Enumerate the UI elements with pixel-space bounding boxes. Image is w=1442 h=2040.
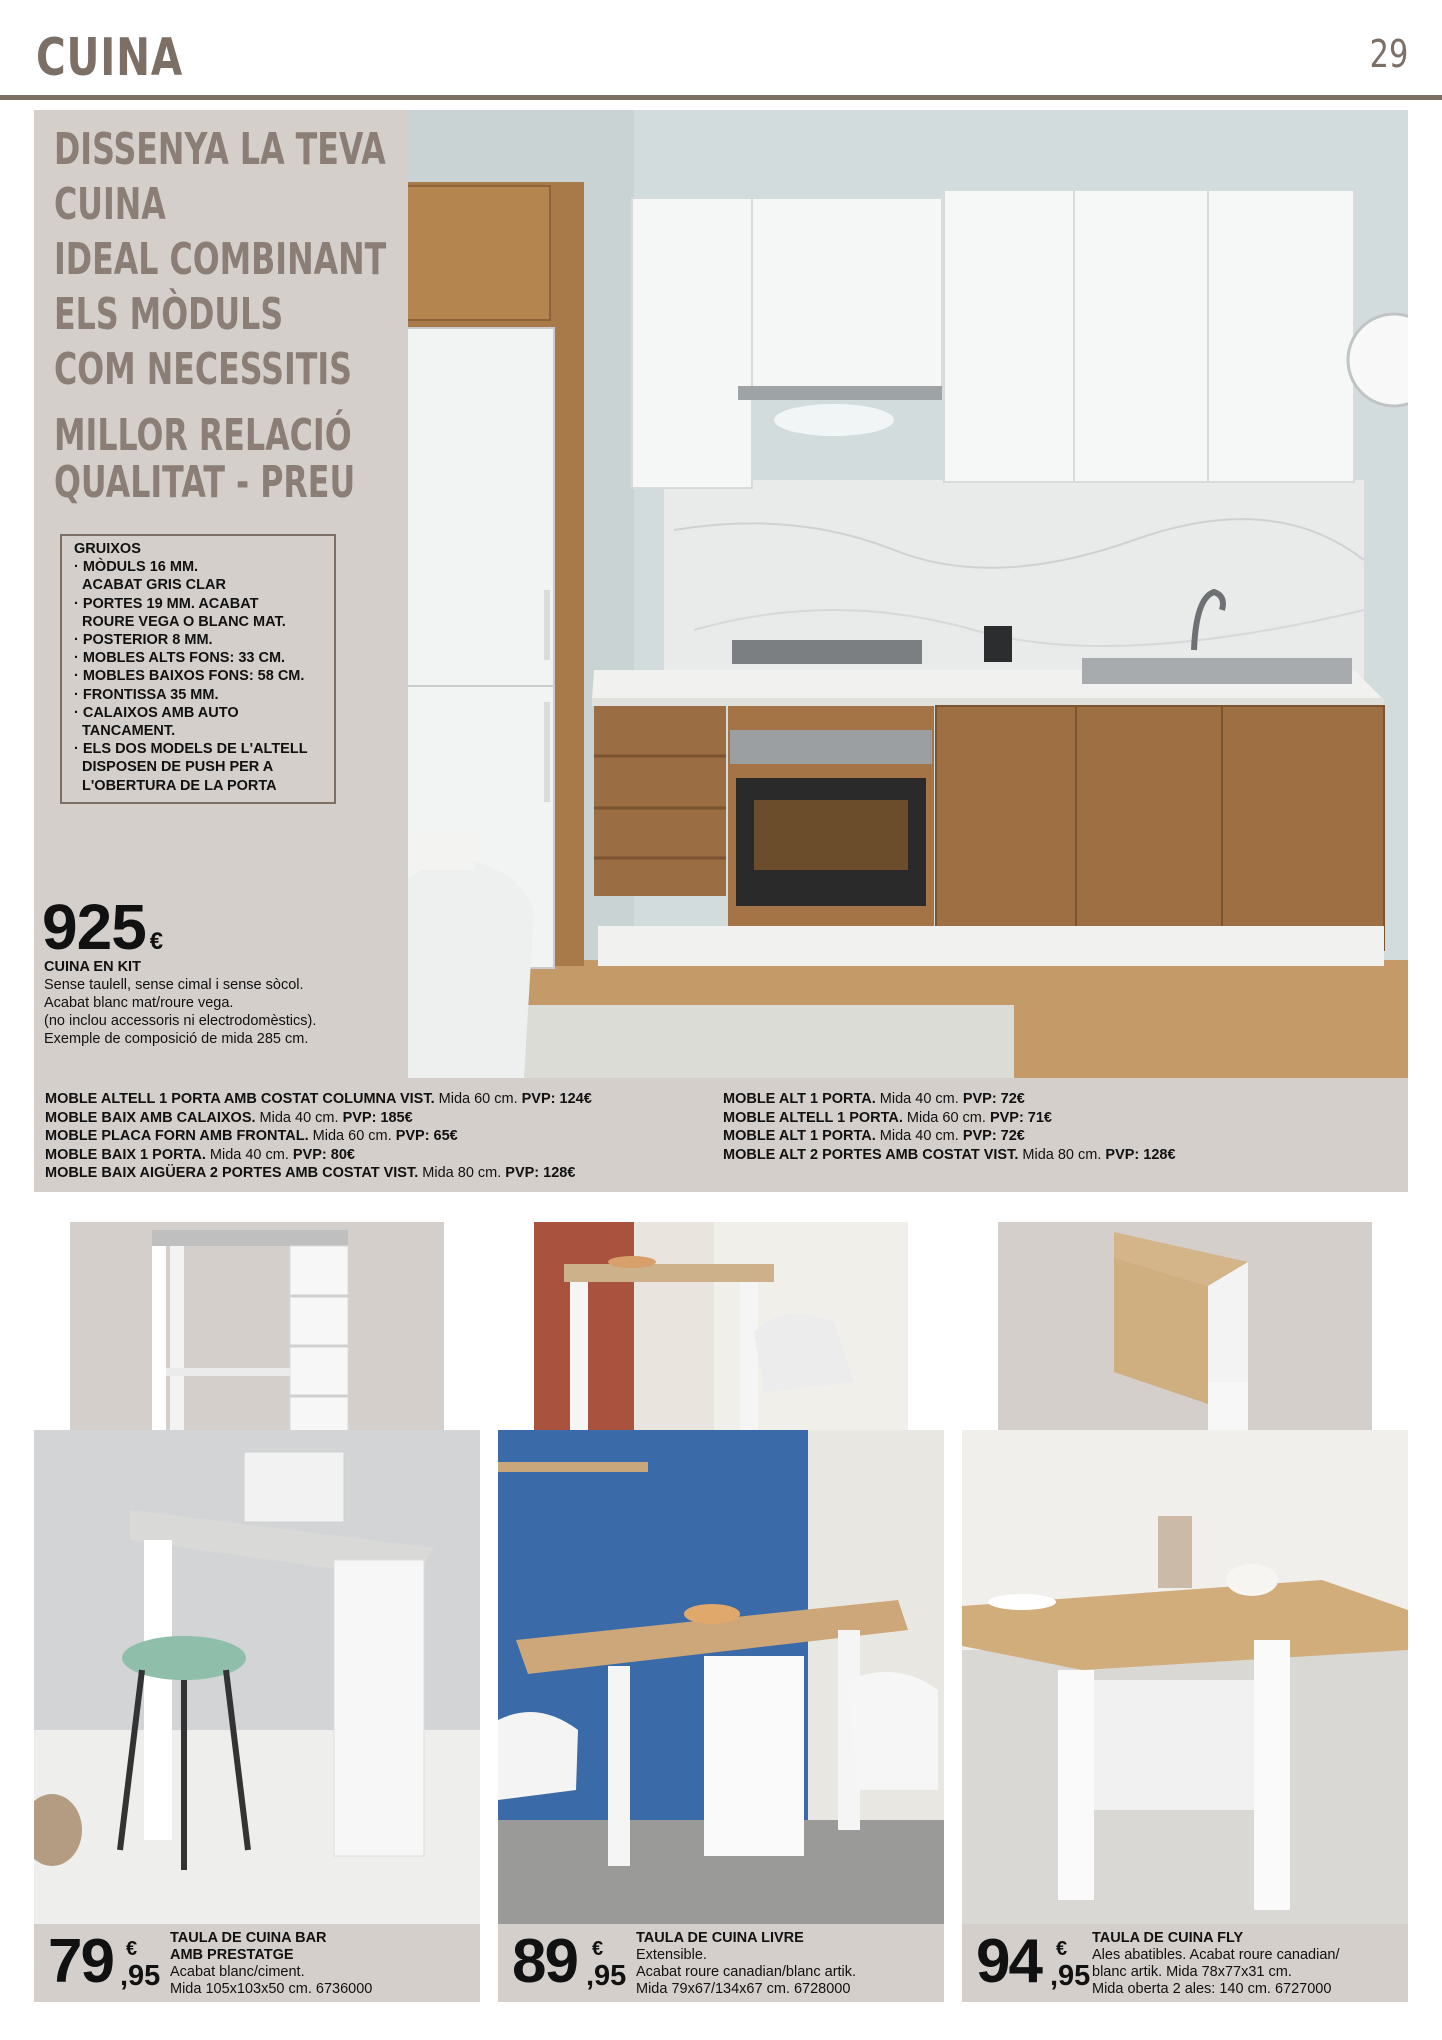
product-price-decimals: ,95	[586, 1960, 627, 1992]
product-description	[170, 1964, 372, 1998]
livre-table-thumb-illustration	[534, 1222, 908, 1444]
kit-price-value: 925	[42, 891, 146, 963]
product-caption-livre-table	[498, 1924, 944, 2002]
product-price-decimals: ,95	[1050, 1960, 1091, 1992]
product-desc-line: Acabat blanc/ciment.	[170, 1964, 305, 1980]
product-name-line: TAULA DE CUINA BAR	[170, 1930, 327, 1946]
module-pvp: PVP: 65€	[395, 1128, 458, 1144]
headline-line: IDEAL COMBINANT	[54, 234, 387, 285]
product-price-currency: €	[592, 1938, 604, 1960]
product-name-line: TAULA DE CUINA FLY	[1092, 1930, 1244, 1946]
module-pvp: PVP: 80€	[292, 1146, 355, 1163]
module-pvp: PVP: 72€	[962, 1128, 1025, 1144]
product-name-line: TAULA DE CUINA LIVRE	[636, 1930, 804, 1946]
module-pvp: PVP: 72€	[962, 1091, 1025, 1107]
spec-line: · MÒDULS 16 MM.	[74, 559, 199, 576]
module-item	[723, 1090, 1176, 1109]
module-item	[45, 1127, 592, 1146]
module-pvp: PVP: 128€	[1105, 1146, 1176, 1163]
bar-table-thumb-illustration	[70, 1222, 444, 1444]
header-rule	[0, 95, 1442, 100]
product-caption-bar-table	[34, 1924, 480, 2002]
page-number: 29	[1369, 32, 1408, 76]
product-desc-line: Extensible.	[636, 1947, 707, 1963]
module-name: MOBLE BAIX AMB CALAIXOS.	[45, 1109, 256, 1126]
product-desc-line: Mida 105x103x50 cm. 6736000	[170, 1981, 373, 1997]
product-caption-fly-table	[962, 1924, 1408, 2002]
info-panel	[34, 110, 408, 1078]
product-photo-livre-table	[498, 1430, 944, 1924]
kitchen-scene-photo	[374, 110, 1408, 1078]
kit-product-name: CUINA EN KIT	[44, 959, 141, 975]
product-desc-line: Acabat roure canadian/blanc artik.	[636, 1964, 857, 1980]
product-name	[636, 1930, 804, 1947]
headline-line: COM NECESSITIS	[54, 344, 352, 395]
spec-line: ROURE VEGA O BLANC MAT.	[82, 613, 286, 630]
kit-desc-line: Exemple de composició de mida 285 cm.	[44, 1031, 309, 1047]
spec-line: · PORTES 19 MM. ACABAT	[74, 595, 259, 612]
module-name: MOBLE ALTELL 1 PORTA.	[723, 1109, 903, 1126]
module-size: Mida 60 cm.	[434, 1091, 522, 1107]
spec-line: GRUIXOS	[74, 541, 141, 557]
module-column-right	[723, 1090, 1176, 1164]
module-size: Mida 40 cm.	[205, 1146, 293, 1163]
module-name: MOBLE PLACA FORN AMB FRONTAL.	[45, 1128, 309, 1144]
product-thumb-bar-table	[70, 1222, 444, 1444]
spec-line: · MOBLES ALTS FONS: 33 CM.	[74, 650, 286, 667]
product-desc-line: Mida oberta 2 ales: 140 cm. 6727000	[1092, 1981, 1332, 1997]
kit-desc-line: (no inclou accessoris ni electrodomèstics).	[44, 1013, 317, 1029]
module-size: Mida 80 cm.	[1018, 1146, 1106, 1163]
headline-line: ELS MÒDULS	[54, 289, 284, 340]
product-price-int: 89	[512, 1927, 577, 1996]
product-price-currency: €	[126, 1938, 138, 1960]
spec-line: DISPOSEN DE PUSH PER A	[82, 759, 274, 776]
kit-desc-line: Acabat blanc mat/roure vega.	[44, 995, 234, 1011]
product-name	[1092, 1930, 1243, 1947]
spec-line: ACABAT GRIS CLAR	[82, 577, 226, 594]
module-item	[723, 1146, 1176, 1165]
kit-price-currency: €	[149, 928, 163, 955]
module-name: MOBLE ALT 1 PORTA.	[723, 1128, 876, 1144]
bar-table-photo-illustration	[34, 1430, 480, 1924]
module-pvp: PVP: 185€	[342, 1109, 413, 1126]
kitchen-illustration	[374, 110, 1408, 1078]
livre-table-photo-illustration	[498, 1430, 944, 1924]
spec-line: · ELS DOS MODELS DE L'ALTELL	[74, 741, 308, 758]
module-size: Mida 40 cm.	[875, 1091, 963, 1107]
module-size: Mida 60 cm.	[902, 1109, 990, 1126]
spec-line: L'OBERTURA DE LA PORTA	[82, 777, 277, 794]
spec-line: · MOBLES BAIXOS FONS: 58 CM.	[74, 668, 305, 685]
module-item	[45, 1090, 592, 1109]
module-item	[45, 1146, 592, 1165]
module-size: Mida 40 cm.	[255, 1109, 343, 1126]
module-name: MOBLE ALT 1 PORTA.	[723, 1091, 876, 1107]
module-price-list	[34, 1078, 1408, 1192]
product-description	[1092, 1947, 1339, 1998]
module-size: Mida 80 cm.	[418, 1165, 506, 1181]
kit-desc-line: Sense taulell, sense cimal i sense sòcol.	[44, 977, 304, 993]
product-thumb-fly-table	[998, 1222, 1372, 1444]
kit-description	[44, 976, 316, 1048]
headline-line: DISSENYA LA TEVA	[54, 124, 386, 175]
module-pvp: PVP: 124€	[521, 1091, 592, 1107]
product-price-decimals: ,95	[120, 1960, 161, 1992]
headline-line: CUINA	[54, 179, 166, 230]
module-pvp: PVP: 128€	[505, 1165, 576, 1181]
product-name	[170, 1930, 327, 1964]
module-name: MOBLE BAIX 1 PORTA.	[45, 1146, 206, 1163]
module-size: Mida 60 cm.	[308, 1128, 396, 1144]
module-name: MOBLE BAIX AIGÜERA 2 PORTES AMB COSTAT VIST.	[45, 1165, 419, 1181]
spec-line: TANCAMENT.	[82, 723, 176, 740]
product-photo-bar-table	[34, 1430, 480, 1924]
tagline-line: MILLOR RELACIÓ	[54, 410, 352, 461]
module-item	[45, 1109, 592, 1128]
product-desc-line: Ales abatibles. Acabat roure canadian/	[1092, 1947, 1340, 1963]
module-item	[45, 1164, 592, 1183]
spec-line: · POSTERIOR 8 MM.	[74, 632, 213, 649]
module-size: Mida 40 cm.	[875, 1128, 963, 1144]
module-pvp: PVP: 71€	[989, 1109, 1053, 1126]
spec-line: · FRONTISSA 35 MM.	[74, 686, 219, 703]
product-name-line: AMB PRESTATGE	[170, 1947, 294, 1963]
product-price-int: 79	[48, 1927, 113, 1996]
product-description	[636, 1947, 856, 1998]
product-photo-fly-table	[962, 1430, 1408, 1924]
spec-box	[60, 534, 336, 804]
module-name: MOBLE ALTELL 1 PORTA AMB COSTAT COLUMNA VIST.	[45, 1091, 435, 1107]
tagline-line: QUALITAT - PREU	[54, 457, 356, 508]
module-name: MOBLE ALT 2 PORTES AMB COSTAT VIST.	[723, 1146, 1019, 1163]
product-price-int: 94	[976, 1927, 1041, 1996]
product-thumb-livre-table	[534, 1222, 908, 1444]
module-item	[723, 1127, 1176, 1146]
module-column-left	[45, 1090, 592, 1183]
headline	[54, 122, 386, 397]
fly-table-thumb-illustration	[998, 1222, 1372, 1444]
fly-table-photo-illustration	[962, 1430, 1408, 1924]
section-title: CUINA	[36, 28, 184, 88]
spec-line: · CALAIXOS AMB AUTO	[74, 704, 239, 721]
kit-price	[42, 890, 162, 964]
tagline	[54, 412, 355, 506]
product-desc-line: Mida 79x67/134x67 cm. 6728000	[636, 1981, 851, 1997]
product-desc-line: blanc artik. Mida 78x77x31 cm.	[1092, 1964, 1292, 1980]
product-price-currency: €	[1056, 1938, 1068, 1960]
module-item	[723, 1109, 1176, 1128]
